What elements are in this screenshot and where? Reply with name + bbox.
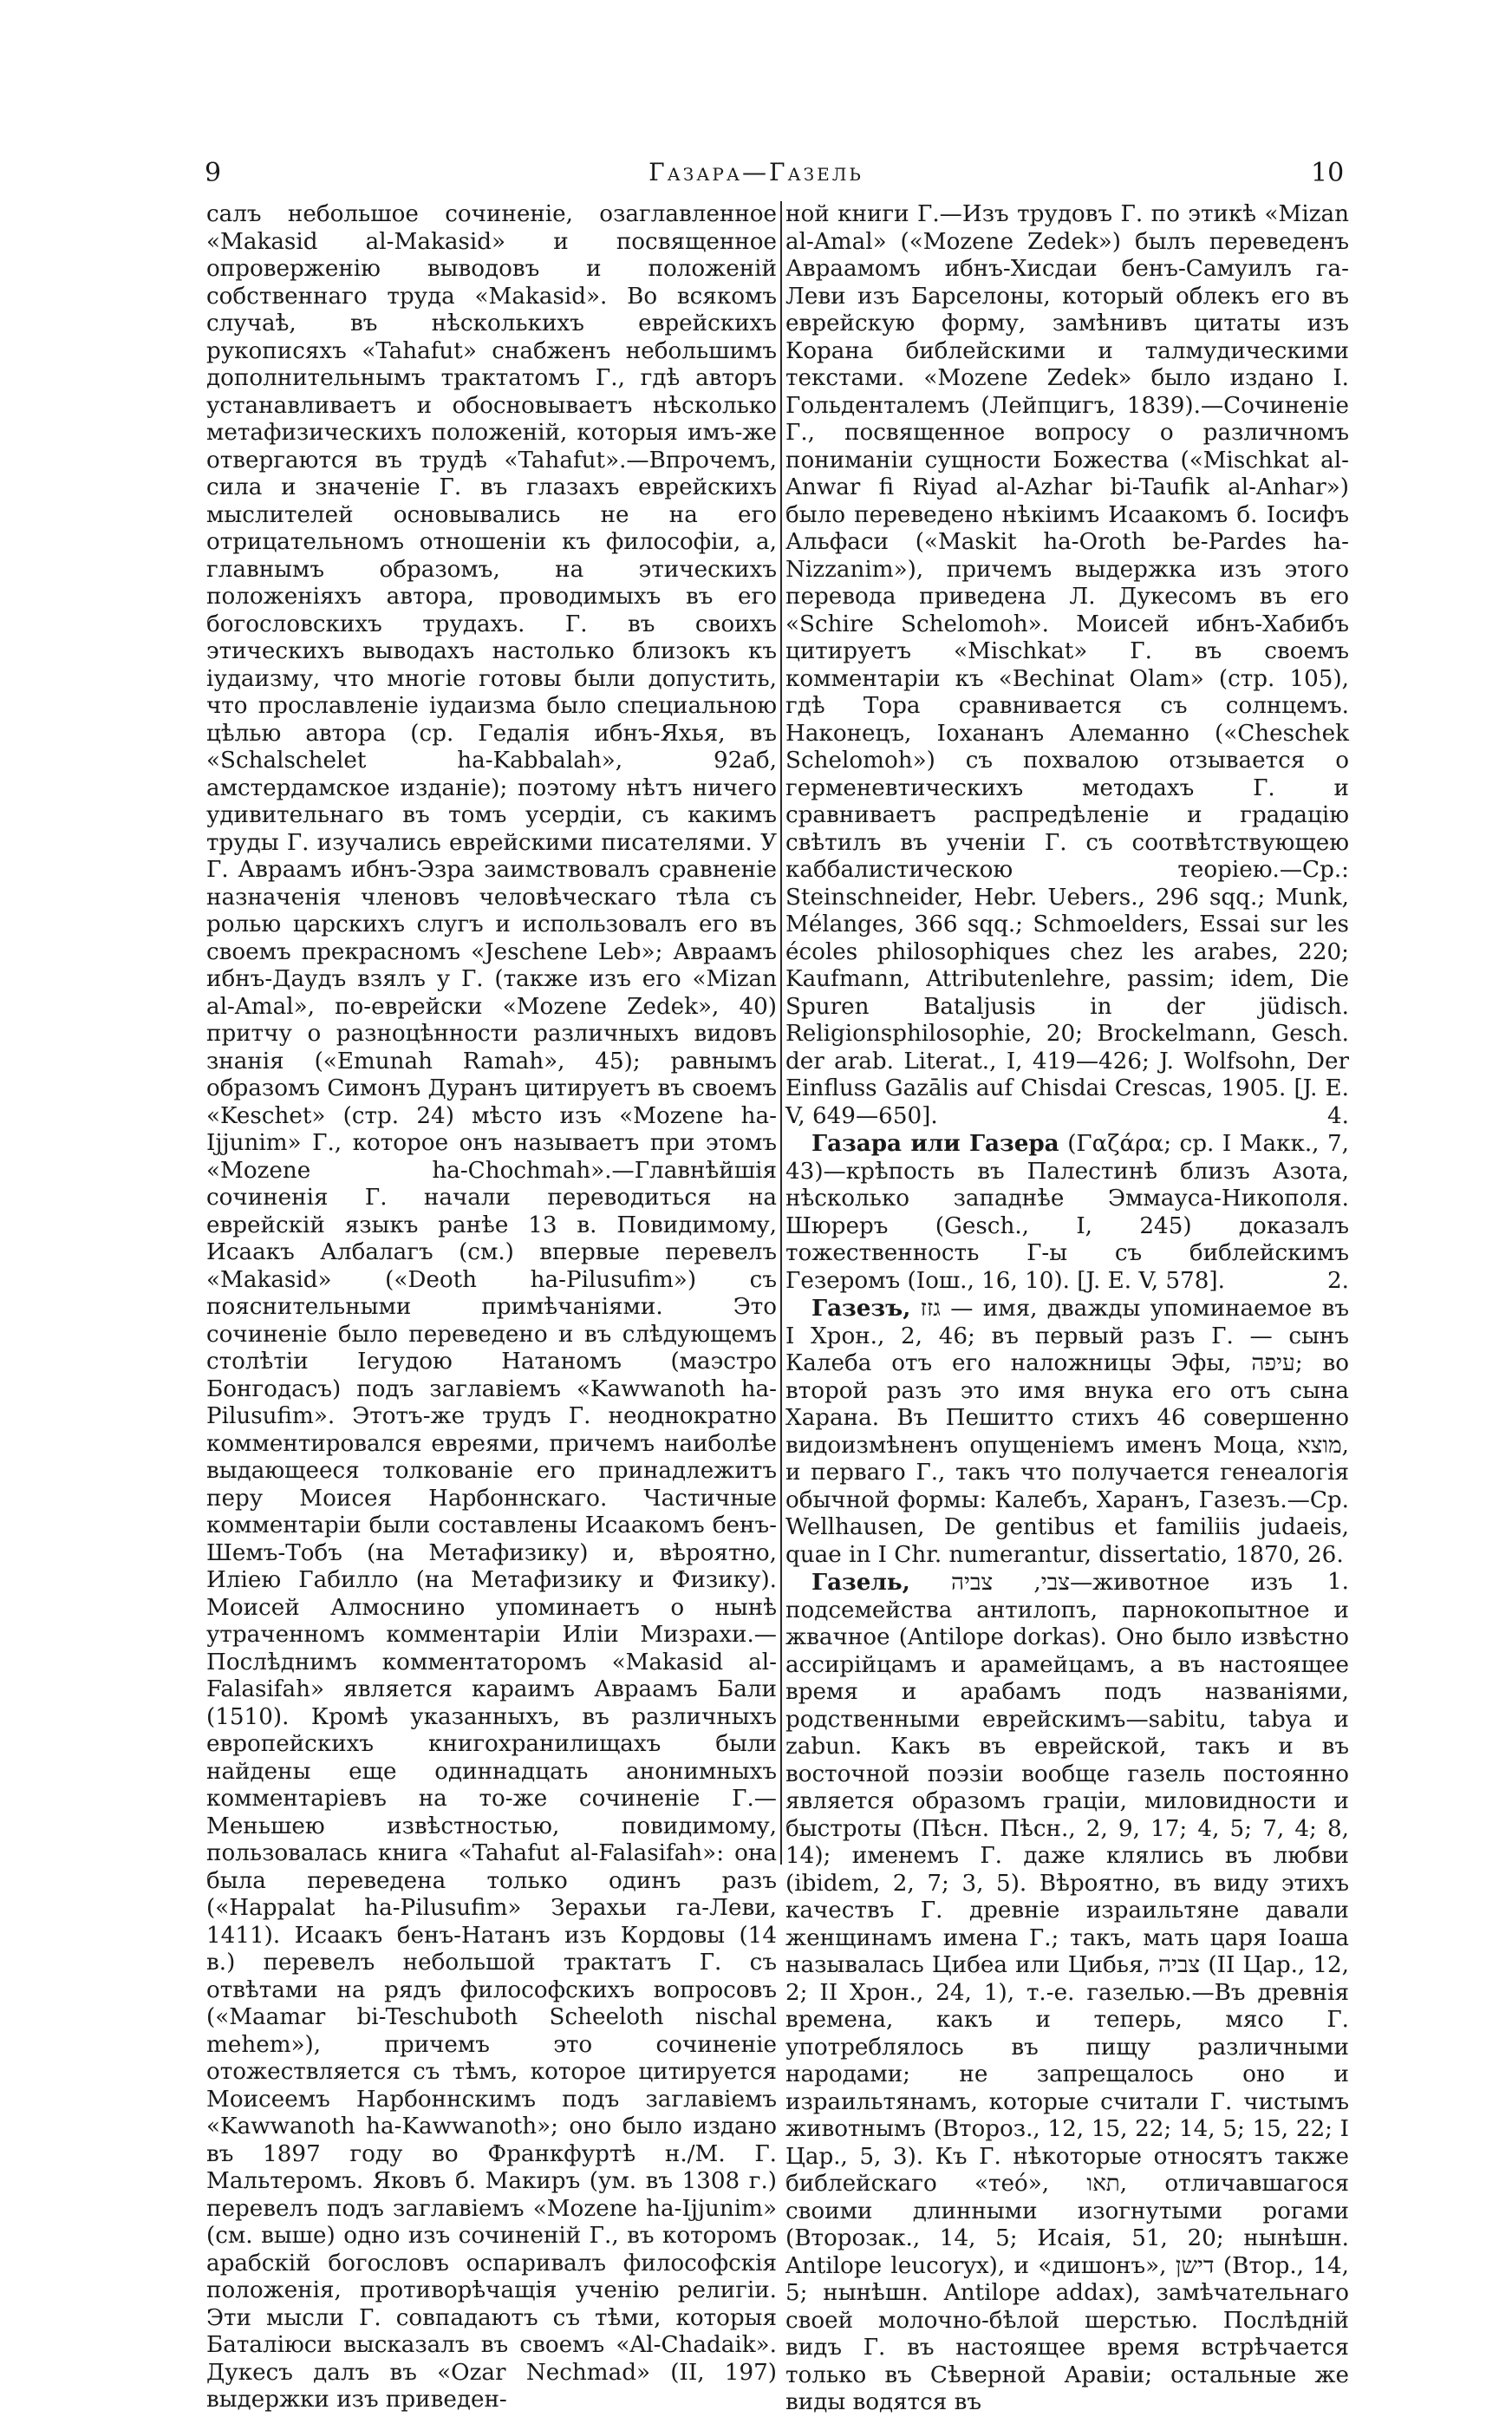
entry-headword: Газель,: [811, 1569, 910, 1596]
entry-body: (Γαζάρα; ср. I Макк., 7, 43)—крѣпость въ Палестинѣ близъ Азота, нѣсколько западнѣе Эммауса-Никополя. Шюреръ (Gesch., I, 245) доказалъ тожественность Г-ы съ библейскимъ Гезеромъ (Іош., 16, 10). [J. E. V, 578].: [785, 1131, 1350, 1294]
entry-body: צבי, צביה—животное изъ подсемейства антилопъ, парнокопытное и жвачное (Antilope dorkas). Оно было извѣстно ассирійцамъ и арамейцамъ, а въ настоящее время и арабамъ подъ названіями, родственными еврейскимъ—sabitu, tabya и zabun. Какъ въ еврейской, такъ и въ восточной поэзіи вообще газель постоянно является образомъ граціи, миловидности и быстроты (Пѣсн. Пѣсн., 2, 9, 17; 4, 5; 7, 4; 8, 14); именемъ Г. даже клялись въ любви (ibidem, 2, 7; 3, 5). Вѣроятно, въ виду этихъ качествъ Г. древніе израильтяне давали женщинамъ имена Г.; такъ, мать царя Іоаша называлась Цибеа или Цибья, צביה (II Цар., 12, 2; II Хрон., 24, 1), т.-е. газелью.—Въ древнія времена, какъ и теперь, мясо Г. употреблялось въ пищу различными народами; не запрещалось оно и израильтянамъ, которые считали Г. чистымъ животнымъ (Второз., 12, 15, 22; 14, 5; 15, 22; I Цар., 5, 3). Къ Г. нѣкоторые относятъ также библейскаго «теó», תאו, отличавшагося своими длинными изогнутыми рогами (Второзак., 14, 5; Исаія, 51, 20; нынѣшн. Antilope leucoryx), и «дишонъ», דישן (Втор., 14, 5; нынѣшн. Antilope addax), замѣчательнаго своей молочно-бѣлой шерстью. Послѣдній видъ Г. въ настоящее время встрѣчается только въ Сѣверной Аравіи; остальные же виды водятся въ: [785, 1570, 1350, 2415]
running-title: Газара—Газель: [648, 158, 864, 186]
entry-body: גזז — имя, дважды упоминаемое въ I Хрон., 2, 46; въ первый разъ Г. — сынъ Калеба отъ его наложницы Эфы, עיפה; во второй разъ это имя внука его отъ сына Харана. Въ Пешитто стихъ 46 совершенно видоизмѣненъ опущеніемъ именъ Моца, מוצא, и перваго Г., такъ что получается генеалогія обычной формы: Калебъ, Харанъ, Газезъ.—Ср. Wellhausen, De gentibus et familiis judaeis, quae in I Chr. numerantur, dissertatio, 1870, 26.: [785, 1296, 1349, 1568]
entry-gazara: [785, 1130, 1349, 1295]
left-column-text: салъ небольшое сочиненіе, озаглавленное «Makasid al-Makasid» и посвященное опроверженію выводовъ и положеній собственнаго труда «Makasid». Во всякомъ случаѣ, въ нѣсколькихъ еврейскихъ рукописяхъ «Tahafut» снабженъ небольшимъ дополнительнымъ трактатомъ Г., гдѣ авторъ устанавливаетъ и обосновываетъ нѣсколько метафизическихъ положеній, которыя имъ-же отвергаются въ трудѣ «Tahafut».—Впрочемъ, сила и значеніе Г. въ глазахъ еврейскихъ мыслителей основывались не на его отрицательномъ отношеніи къ философіи, а, главнымъ образомъ, на этическихъ положеніяхъ автора, проводимыхъ въ его богословскихъ трудахъ. Г. въ своихъ этическихъ выводахъ настолько близокъ къ іудаизму, что многіе готовы были допустить, что прославленіе іудаизма было специальною цѣлью автора (ср. Гедалія ибнъ-Яхья, въ «Schalschelet ha-Kabbalah», 92аб, амстердамское изданіе); поэтому нѣтъ ничего удивительнаго въ томъ усердіи, съ какимъ труды Г. изучались еврейскими писателями. У Г. Авраамъ ибнъ-Эзра заимствовалъ сравненіе назначенія членовъ человѣческаго тѣла съ ролью царскихъ слугъ и использовалъ его въ своемъ прекрасномъ «Jeschene Leb»; Авраамъ ибнъ-Даудъ взялъ у Г. (также изъ его «Mizan al-Amal», по-еврейски «Mozene Zedek», 40) притчу о разноцѣнности различныхъ видовъ знанія («Emunah Ramah», 45); равнымъ образомъ Симонъ Дуранъ цитируетъ въ своемъ «Keschet» (стр. 24) мѣсто изъ «Mozene ha-Ijjunim» Г., которое онъ называетъ при этомъ «Mozene ha-Chochmah».—Главнѣйшія сочиненія Г. начали переводиться на еврейскій языкъ ранѣе 13 в. Повидимому, Исаакъ Албалагъ (см.) впервые перевелъ «Makasid» («Deoth ha-Pilusufim») съ пояснительными примѣчаніями. Это сочиненіе было переведено и въ слѣдующемъ столѣтіи Іегудою Натаномъ (маэстро Бонгодасъ) подъ заглавіемъ «Kawwanoth ha-Pilusufim». Этотъ-же трудъ Г. неоднократно комментировался евреями, причемъ наиболѣе выдающееся толкованіе его принадлежитъ перу Моисея Нарбоннскаго. Частичные комментаріи были составлены Исаакомъ бенъ-Шемъ-Тобъ (на Метафизику) и, вѣроятно, Иліею Габилло (на Метафизику и Физику). Моисей Алмоснино упоминаетъ о нынѣ утраченномъ комментаріи Иліи Мизрахи.—Послѣднимъ комментаторомъ «Makasid al-Falasifah» является караимъ Авраамъ Бали (1510). Кромѣ указанныхъ, въ различныхъ европейскихъ книгохранилищахъ были найдены еще одиннадцать анонимныхъ комментаріевъ на то-же сочиненіе Г.—Меньшею извѣстностью, повидимому, пользовалась книга «Tahafut al-Falasifah»: она была переведена только одинъ разъ («Happalat ha-Pilusufim» Зерахьи га-Леви, 1411). Исаакъ бенъ-Натанъ изъ Кордовы (14 в.) перевелъ небольшой трактатъ Г. съ отвѣтами на рядъ философскихъ вопросовъ («Maamar bi-Teschuboth Scheeloth nischal mehem»), причемъ это сочиненіе отожествляется съ тѣмъ, которое цитируется Моисеемъ Нарбоннскимъ подъ заглавіемъ «Kawwanoth ha-Kawwanoth»; оно было издано въ 1897 году во Франкфуртѣ н./М. Г. Мальтеромъ. Яковъ б. Макиръ (ум. въ 1308 г.) перевелъ подъ заглавіемъ «Mozene ha-Ijjunim» (см. выше) одно изъ сочиненій Г., въ которомъ арабскій богословъ оспаривалъ философскія положенія, противорѣчащія ученію религіи. Эти мысли Г. совпадаютъ съ тѣми, которыя Баталіюси высказалъ въ своемъ «Al-Chadaik». Дукесъ далъ въ «Ozar Nechmad» (II, 197) выдержки изъ приведен-: [206, 201, 777, 2413]
entry-gazel: [785, 1569, 1349, 2417]
continued-text: [785, 201, 1349, 1130]
author-signature: 4.: [1327, 1102, 1349, 1129]
entry-headword: Газезъ,: [811, 1295, 911, 1322]
page-number-right: 10: [1311, 158, 1345, 188]
column-divider: [780, 201, 782, 1865]
author-signature: 1.: [1327, 1569, 1349, 1595]
author-signature: 2.: [1327, 1267, 1349, 1294]
page-number-left: 9: [205, 158, 222, 188]
entry-headword: Газара или Газера: [811, 1130, 1059, 1157]
right-column: [785, 201, 1350, 2415]
continued-body: ной книги Г.—Изъ трудовъ Г. по этикѣ «Mizan al-Amal» («Mozene Zedek») былъ переведенъ Авраамомъ ибнъ-Хисдаи бенъ-Самуилъ га-Леви изъ Барселоны, который облекъ его въ еврейскую форму, замѣнивъ цитаты изъ Корана библейскими и талмудическими текстами. «Mozene Zedek» было издано I. Гольденталемъ (Лейпцигъ, 1839).—Сочиненіе Г., посвященное вопросу о различномъ пониманіи сущности Божества («Mischkat al-Anwar fi Riyad al-Azhar bi-Taufik al-Anhar») было переведено нѣкіимъ Исаакомъ б. Іосифъ Альфаси («Maskit ha-Oroth be-Pardes ha-Nizzanim»), причемъ выдержка изъ этого перевода приведена Л. Дукесомъ въ его «Schire Schelomoh». Моисей ибнъ-Хабибъ цитируетъ «Mischkat» Г. въ своемъ комментаріи къ «Bechinat Olam» (стр. 105), гдѣ Тора сравнивается съ солнцемъ. Наконецъ, Іохананъ Алеманно («Cheschek Schelomoh») съ похвалою отзывается о герменевтическихъ методахъ Г. и сравниваетъ распредѣленіе и градацію свѣтилъ въ ученіи Г. съ соотвѣтствующею каббалистическою теоріею.—Ср.: Steinschneider, Hebr. Uebers., 296 sqq.; Munk, Mélanges, 366 sqq.; Schmoelders, Essai sur les écoles philosophiques chez les arabes, 220; Kaufmann, Attributenlehre, passim; idem, Die Spuren Bataljusis in der jüdisch. Religionsphilosophie, 20; Brockelmann, Gesch. der arab. Literat., I, 419—426; J. Wolfsohn, Der Einfluss Gazālis auf Chisdai Crescas, 1905. [J. E. V, 649—650].: [785, 201, 1349, 1129]
left-column: [206, 201, 777, 2413]
